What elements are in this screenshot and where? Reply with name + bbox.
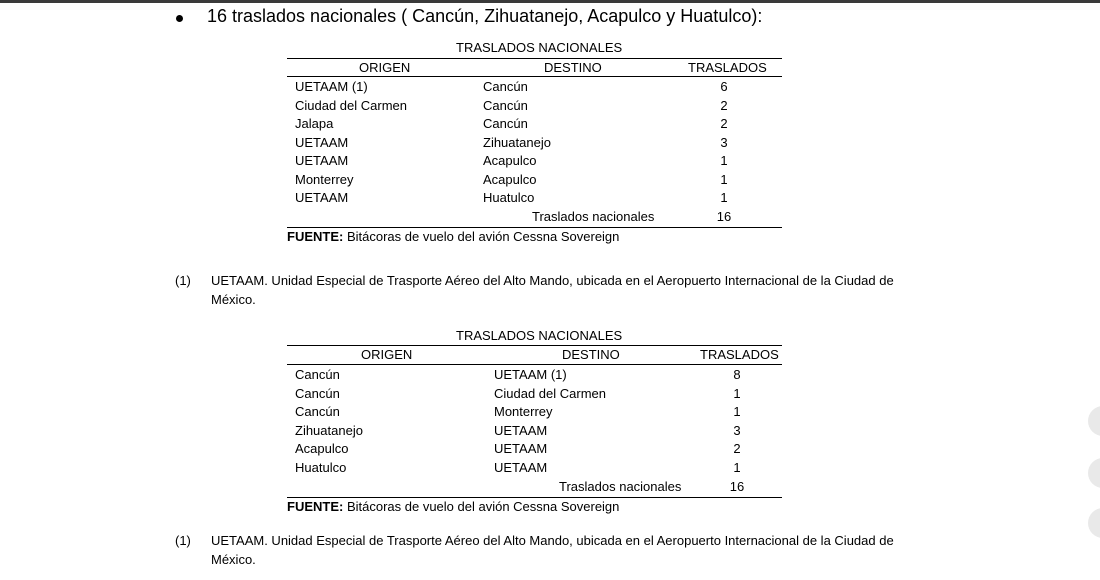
- table-header-bottom-rule: [287, 364, 782, 365]
- table-row: [0, 367, 1100, 386]
- cell-traslados: 3: [720, 134, 728, 150]
- cell-origen: Huatulco: [295, 459, 347, 475]
- cell-destino: Cancún: [483, 116, 528, 131]
- cell-destino: UETAAM: [494, 422, 548, 438]
- total-label: Traslados nacionales: [559, 479, 682, 494]
- total-value: 16: [729, 479, 745, 494]
- table-row: [0, 460, 1100, 479]
- cell-traslados: 1: [720, 153, 728, 168]
- column-header-origen: ORIGEN: [361, 347, 413, 362]
- table-title: TRASLADOS NACIONALES: [456, 328, 623, 343]
- cell-traslados: 1: [720, 171, 728, 187]
- table-row: [0, 441, 1100, 460]
- cell-origen: Cancún: [295, 385, 340, 401]
- cell-destino: Ciudad del Carmen: [494, 385, 607, 401]
- cell-traslados: 2: [733, 441, 741, 456]
- cell-origen: UETAAM: [295, 134, 349, 150]
- cell-traslados: 1: [733, 459, 741, 475]
- cell-origen: Zihuatanejo: [295, 422, 363, 438]
- cell-destino: Huatulco: [483, 190, 535, 205]
- cell-origen: UETAAM: [295, 153, 349, 168]
- column-header-origen: ORIGEN: [359, 60, 411, 75]
- column-header-traslados: TRASLADOS: [700, 347, 779, 362]
- cell-origen: UETAAM (1): [295, 79, 368, 94]
- source-label: FUENTE:: [287, 229, 344, 244]
- footnote-mark: (1): [175, 273, 191, 288]
- table-bottom-rule: [287, 497, 782, 498]
- cell-traslados: 1: [733, 404, 741, 419]
- cell-origen: Jalapa: [295, 116, 334, 131]
- table-row: [0, 404, 1100, 423]
- cell-destino: UETAAM (1): [494, 367, 567, 382]
- cell-traslados: 1: [720, 190, 728, 205]
- table-row: [0, 386, 1100, 405]
- cell-origen: Acapulco: [295, 441, 349, 456]
- cell-destino: Acapulco: [483, 153, 537, 168]
- cell-traslados: 6: [720, 79, 728, 94]
- source-label: FUENTE:: [287, 499, 344, 514]
- source-text: Bitácoras de vuelo del avión Cessna Sovereign: [343, 499, 620, 514]
- footnote-text: UETAAM. Unidad Especial de Trasporte Aéreo del Alto Mando, ubicada en el Aeropuerto Internacional de la Ciudad de México.: [211, 533, 894, 567]
- cell-destino: Cancún: [483, 79, 528, 94]
- cell-origen: Cancún: [295, 367, 340, 382]
- cell-destino: Cancún: [483, 97, 528, 113]
- cell-traslados: 3: [733, 422, 741, 438]
- cell-origen: Cancún: [295, 404, 340, 419]
- cell-destino: Monterrey: [494, 404, 553, 419]
- table-row: [0, 423, 1100, 442]
- cell-destino: UETAAM: [494, 459, 548, 475]
- total-label: Traslados nacionales: [532, 209, 655, 224]
- table-title: TRASLADOS NACIONALES: [456, 40, 623, 55]
- column-header-destino: DESTINO: [544, 60, 602, 75]
- source-text: Bitácoras de vuelo del avión Cessna Sovereign: [343, 229, 620, 244]
- cell-traslados: 8: [733, 367, 741, 382]
- footnote-text: UETAAM. Unidad Especial de Trasporte Aéreo del Alto Mando, ubicada en el Aeropuerto Internacional de la Ciudad de México.: [211, 273, 894, 307]
- table-header-top-rule: [287, 345, 782, 346]
- cell-traslados: 2: [720, 116, 728, 131]
- total-value: 16: [716, 209, 732, 224]
- cell-traslados: 2: [720, 97, 728, 113]
- cell-destino: Zihuatanejo: [483, 134, 551, 150]
- cell-destino: UETAAM: [494, 441, 548, 456]
- cell-origen: Ciudad del Carmen: [295, 97, 408, 113]
- footnote-mark: (1): [175, 533, 191, 548]
- cell-destino: Acapulco: [483, 171, 537, 187]
- cell-origen: UETAAM: [295, 190, 349, 205]
- bullet-text: 16 traslados nacionales ( Cancún, Zihuatanejo, Acapulco y Huatulco):: [207, 6, 763, 26]
- table-source: [287, 499, 619, 514]
- column-header-traslados: TRASLADOS: [688, 60, 767, 75]
- column-header-destino: DESTINO: [562, 347, 620, 362]
- cell-traslados: 1: [733, 385, 741, 401]
- cell-origen: Monterrey: [295, 171, 354, 187]
